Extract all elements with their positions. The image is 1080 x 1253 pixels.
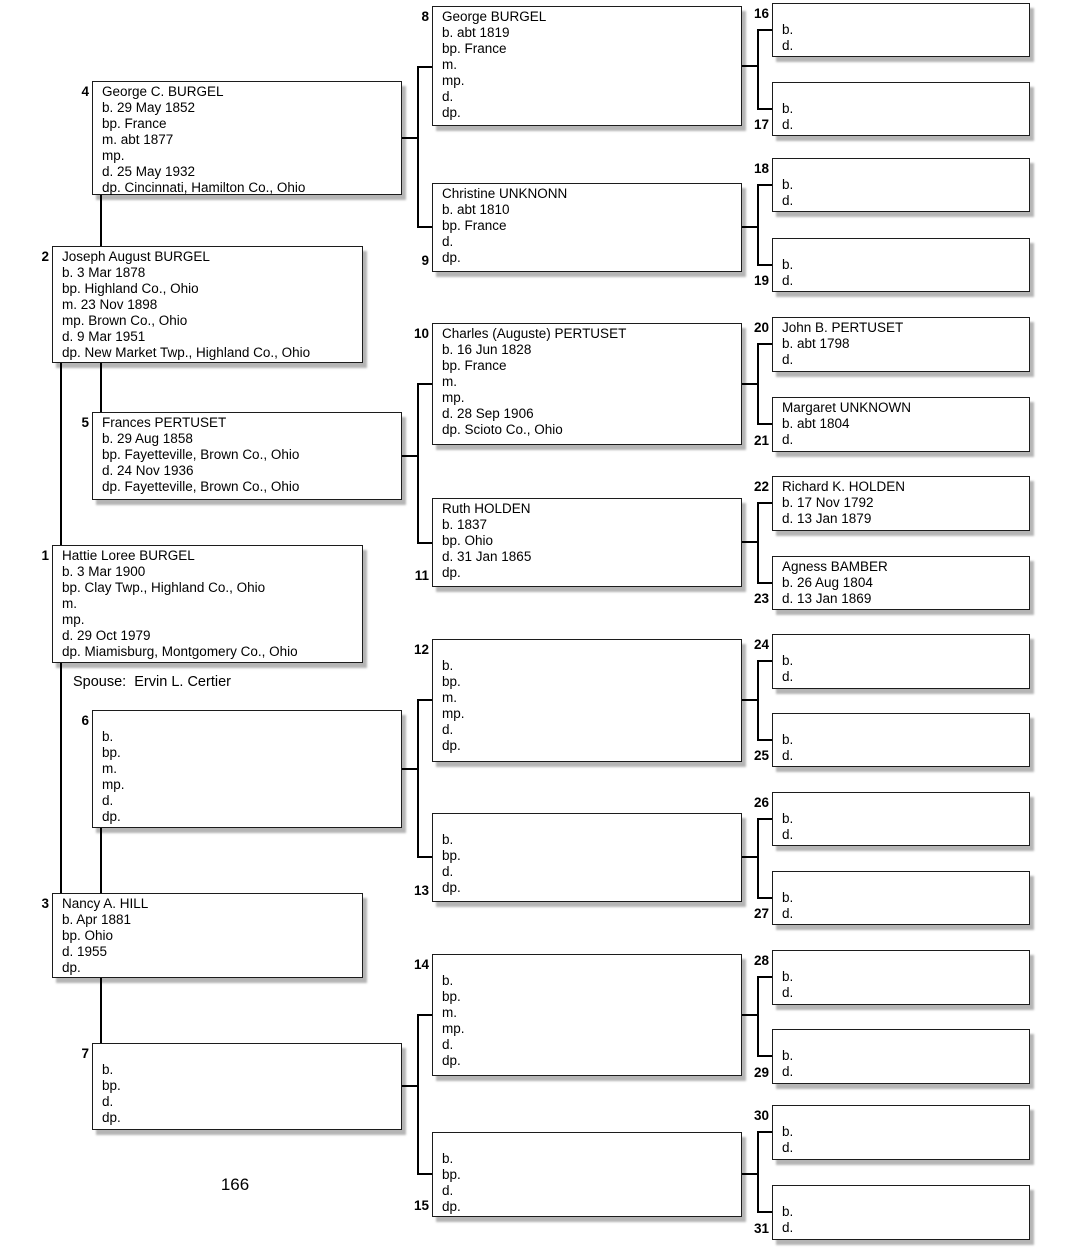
person-detail-line: d. (442, 1037, 454, 1052)
person-number-20: 20 (753, 320, 769, 335)
connector-line (417, 1173, 432, 1175)
person-number-1: 1 (41, 548, 49, 563)
person-box-19 (753, 238, 1030, 292)
person-detail-line: b. 16 Jun 1828 (442, 342, 532, 357)
connector-line (742, 856, 757, 858)
person-detail-line: d. 24 Nov 1936 (102, 463, 194, 478)
person-detail-line: d. (782, 38, 794, 53)
person-box-30 (753, 1105, 1030, 1160)
connector-line (417, 699, 419, 858)
person-detail-line: b. (782, 811, 794, 826)
connector-line (402, 768, 417, 770)
person-detail-line: bp. France (442, 358, 507, 373)
person-detail-line: b. Apr 1881 (62, 912, 132, 927)
person-detail-line: Hattie Loree BURGEL (62, 548, 195, 563)
person-number-28: 28 (753, 953, 769, 968)
person-detail-line: d. 31 Jan 1865 (442, 549, 532, 564)
person-details-31 (773, 1186, 1029, 1236)
person-details-12 (433, 640, 741, 754)
person-detail-line: b. (782, 1048, 794, 1063)
person-detail-line: d. (102, 793, 114, 808)
connector-line (757, 582, 772, 584)
person-box-21 (753, 397, 1030, 452)
person-box-4 (81, 81, 402, 195)
person-detail-line: bp. Clay Twp., Highland Co., Ohio (62, 580, 266, 595)
person-details-8 (433, 7, 741, 121)
person-box-7 (81, 1043, 402, 1130)
person-detail-line: b. 17 Nov 1792 (782, 495, 874, 510)
person-detail-line: b. (442, 973, 454, 988)
person-detail-line (102, 713, 397, 729)
person-detail-line: b. (782, 1124, 794, 1139)
person-detail-line: bp. (442, 1167, 461, 1182)
person-detail-line: b. (782, 257, 794, 272)
connector-line (417, 542, 432, 544)
person-number-23: 23 (753, 591, 769, 606)
person-detail-line: m. abt 1877 (102, 132, 174, 147)
connector-line (742, 699, 757, 701)
person-number-6: 6 (81, 713, 89, 728)
person-box-26 (753, 792, 1030, 846)
person-detail-line: b. (102, 729, 114, 744)
person-box-23 (753, 556, 1030, 610)
person-detail-line: mp. (62, 612, 85, 627)
person-detail-line (782, 161, 1025, 177)
connector-line (757, 976, 759, 1057)
person-number-25: 25 (753, 748, 769, 763)
connector-line (402, 137, 417, 139)
connector-line (417, 383, 419, 544)
person-detail-line: mp. (442, 73, 465, 88)
person-box-11 (414, 498, 742, 587)
person-details-26 (773, 793, 1029, 843)
person-box-22 (753, 476, 1030, 531)
person-details-9 (433, 184, 741, 266)
person-number-11: 11 (414, 568, 429, 583)
person-detail-line: b. (782, 177, 794, 192)
person-number-26: 26 (753, 795, 769, 810)
person-box-9 (421, 183, 742, 272)
connector-line (757, 423, 772, 425)
person-details-30 (773, 1106, 1029, 1156)
person-detail-line: b. (442, 832, 454, 847)
person-box-18 (753, 158, 1030, 212)
connector-line (742, 65, 757, 67)
person-detail-line: b. 26 Aug 1804 (782, 575, 873, 590)
connector-line (60, 663, 62, 893)
person-detail-line: m. (442, 57, 457, 72)
person-detail-line (442, 1135, 737, 1151)
connector-line (757, 818, 759, 899)
person-detail-line (442, 957, 737, 973)
person-detail-line: d. (442, 89, 454, 104)
person-detail-line (782, 241, 1025, 257)
connector-line (757, 184, 772, 186)
person-detail-line (782, 874, 1025, 890)
person-details-28 (773, 951, 1029, 1001)
person-detail-line: bp. Ohio (62, 928, 114, 943)
person-number-27: 27 (753, 906, 769, 921)
connector-line (417, 66, 419, 228)
person-number-17: 17 (753, 117, 769, 132)
person-details-14 (433, 955, 741, 1069)
person-details-4 (93, 82, 401, 196)
person-detail-line: mp. (442, 1021, 465, 1036)
person-number-22: 22 (753, 479, 769, 494)
person-box-6 (81, 710, 402, 828)
person-detail-line: b. 3 Mar 1878 (62, 265, 146, 280)
person-details-2 (53, 247, 362, 361)
person-detail-line: d. (782, 985, 794, 1000)
connector-line (757, 29, 772, 31)
person-detail-line (782, 716, 1025, 732)
person-detail-line: Charles (Auguste) PERTUSET (442, 326, 627, 341)
connector-line (757, 739, 772, 741)
person-detail-line: dp. New Market Twp., Highland Co., Ohio (62, 345, 311, 360)
person-detail-line: d. 25 May 1932 (102, 164, 196, 179)
person-number-2: 2 (41, 249, 49, 264)
person-number-8: 8 (421, 9, 429, 24)
connector-line (757, 502, 759, 584)
person-box-1 (41, 545, 363, 663)
person-detail-line (782, 1188, 1025, 1204)
person-detail-line: d. 13 Jan 1869 (782, 591, 872, 606)
person-details-20 (773, 318, 1029, 368)
person-detail-line: dp. Cincinnati, Hamilton Co., Ohio (102, 180, 306, 195)
person-detail-line: dp. Miamisburg, Montgomery Co., Ohio (62, 644, 298, 659)
person-detail-line: mp. (442, 706, 465, 721)
person-number-14: 14 (413, 957, 429, 972)
person-detail-line: b. (782, 653, 794, 668)
person-detail-line: Margaret UNKNOWN (782, 400, 912, 415)
person-number-3: 3 (41, 896, 49, 911)
person-detail-line: m. (442, 1005, 457, 1020)
person-details-6 (93, 711, 401, 825)
person-detail-line: Agness BAMBER (782, 559, 888, 574)
person-detail-line (782, 85, 1025, 101)
connector-line (757, 660, 772, 662)
person-detail-line: d. (442, 1183, 454, 1198)
person-box-3 (41, 893, 363, 978)
person-details-29 (773, 1030, 1029, 1080)
person-detail-line: dp. (442, 1199, 461, 1214)
person-detail-line: b. (782, 1204, 794, 1219)
person-number-18: 18 (753, 161, 769, 176)
connector-line (757, 660, 759, 741)
person-detail-line: mp. (102, 148, 125, 163)
connector-line (742, 383, 757, 385)
connector-line (417, 66, 432, 68)
person-detail-line: b. 3 Mar 1900 (62, 564, 146, 579)
person-number-30: 30 (753, 1108, 769, 1123)
person-detail-line: mp. (102, 777, 125, 792)
person-detail-line: bp. France (442, 218, 507, 233)
person-box-29 (753, 1029, 1030, 1084)
person-detail-line: Christine UNKNONN (442, 186, 568, 201)
person-detail-line: b. abt 1798 (782, 336, 850, 351)
person-detail-line: d. 1955 (62, 944, 108, 959)
person-details-11 (433, 499, 741, 581)
connector-line (417, 1014, 419, 1175)
person-detail-line: Richard K. HOLDEN (782, 479, 906, 494)
person-detail-line (102, 1046, 397, 1062)
person-detail-line: bp. Highland Co., Ohio (62, 281, 199, 296)
person-detail-line: dp. (442, 565, 461, 580)
connector-line (757, 343, 759, 425)
person-details-5 (93, 413, 401, 495)
person-number-29: 29 (753, 1065, 769, 1080)
connector-line (100, 195, 102, 246)
person-details-1 (53, 546, 362, 660)
person-box-12 (413, 639, 742, 762)
person-detail-line: b. 29 May 1852 (102, 100, 196, 115)
person-number-10: 10 (413, 326, 429, 341)
person-detail-line: bp. (102, 1078, 121, 1093)
person-detail-line: m. (102, 761, 117, 776)
person-detail-line: b. (782, 22, 794, 37)
person-box-24 (753, 634, 1030, 689)
connector-line (757, 502, 772, 504)
person-detail-line: b. (782, 890, 794, 905)
person-number-15: 15 (413, 1198, 429, 1213)
connector-line (757, 264, 772, 266)
person-detail-line: d. (782, 748, 794, 763)
person-detail-line: d. 13 Jan 1879 (782, 511, 872, 526)
person-details-3 (53, 894, 362, 976)
person-detail-line: d. (782, 273, 794, 288)
person-detail-line: b. (782, 969, 794, 984)
person-details-16 (773, 4, 1029, 54)
connector-line (757, 108, 772, 110)
person-detail-line: m. (62, 596, 77, 611)
person-detail-line: dp. (442, 1053, 461, 1068)
person-detail-line: John B. PERTUSET (782, 320, 904, 335)
person-detail-line: b. 29 Aug 1858 (102, 431, 193, 446)
person-detail-line: d. (782, 193, 794, 208)
connector-line (417, 699, 432, 701)
person-detail-line: Frances PERTUSET (102, 415, 227, 430)
person-detail-line (782, 953, 1025, 969)
person-number-4: 4 (81, 84, 89, 99)
person-detail-line: dp. Fayetteville, Brown Co., Ohio (102, 479, 300, 494)
person-details-18 (773, 159, 1029, 209)
person-detail-line: dp. (102, 809, 121, 824)
person-detail-line: bp. France (102, 116, 167, 131)
connector-line (742, 226, 757, 228)
connector-line (757, 29, 759, 110)
connector-line (757, 897, 772, 899)
person-detail-line (782, 637, 1025, 653)
person-detail-line: bp. (102, 745, 121, 760)
person-details-27 (773, 872, 1029, 922)
person-details-17 (773, 83, 1029, 133)
person-detail-line: d. (782, 827, 794, 842)
connector-line (757, 1211, 772, 1213)
person-detail-line: George C. BURGEL (102, 84, 224, 99)
person-detail-line: bp. Fayetteville, Brown Co., Ohio (102, 447, 300, 462)
person-detail-line: b. abt 1810 (442, 202, 510, 217)
connector-line (742, 541, 757, 543)
person-detail-line (442, 642, 737, 658)
person-detail-line: bp. (442, 848, 461, 863)
person-detail-line: d. (102, 1094, 114, 1109)
connector-line (417, 383, 432, 385)
person-detail-line: d. (782, 906, 794, 921)
person-box-28 (753, 950, 1030, 1005)
connector-line (757, 184, 759, 266)
person-detail-line: bp. (442, 989, 461, 1004)
person-detail-line: George BURGEL (442, 9, 547, 24)
person-detail-line: Nancy A. HILL (62, 896, 149, 911)
person-box-15 (413, 1132, 742, 1217)
person-detail-line (782, 6, 1025, 22)
connector-line (417, 226, 432, 228)
person-detail-line: dp. Scioto Co., Ohio (442, 422, 563, 437)
person-detail-line: mp. Brown Co., Ohio (62, 313, 188, 328)
page-number: 166 (220, 1175, 250, 1194)
person-box-20 (753, 317, 1030, 372)
person-details-19 (773, 239, 1029, 289)
connector-line (100, 978, 102, 1043)
person-detail-line: mp. (442, 390, 465, 405)
person-detail-line: d. (442, 722, 454, 737)
person-number-21: 21 (753, 433, 769, 448)
person-detail-line: b. (442, 658, 454, 673)
person-detail-line: Ruth HOLDEN (442, 501, 531, 516)
person-detail-line: b. abt 1819 (442, 25, 510, 40)
person-detail-line (782, 1108, 1025, 1124)
person-box-27 (753, 871, 1030, 925)
connector-line (402, 455, 417, 457)
connector-line (402, 1085, 417, 1087)
connector-line (757, 1131, 759, 1213)
person-box-16 (753, 3, 1030, 57)
person-details-10 (433, 324, 741, 438)
person-number-16: 16 (753, 6, 769, 21)
person-detail-line: b. (782, 732, 794, 747)
person-details-22 (773, 477, 1029, 527)
person-detail-line (782, 795, 1025, 811)
person-detail-line: d. (442, 864, 454, 879)
connector-line (417, 1014, 432, 1016)
person-number-7: 7 (81, 1046, 89, 1061)
person-detail-line: b. abt 1804 (782, 416, 850, 431)
person-detail-line: d. (782, 1064, 794, 1079)
person-details-7 (93, 1044, 401, 1126)
person-detail-line: b. (102, 1062, 114, 1077)
person-detail-line: dp. (442, 738, 461, 753)
connector-line (417, 856, 432, 858)
person-box-17 (753, 82, 1030, 136)
person-detail-line: d. 29 Oct 1979 (62, 628, 151, 643)
connector-line (60, 363, 62, 545)
person-detail-line: d. (782, 669, 794, 684)
person-number-5: 5 (81, 415, 89, 430)
person-details-15 (433, 1133, 741, 1215)
person-number-13: 13 (413, 883, 429, 898)
person-box-31 (753, 1185, 1030, 1240)
person-detail-line: Joseph August BURGEL (62, 249, 210, 264)
person-box-10 (413, 323, 742, 445)
person-detail-line: m. 23 Nov 1898 (62, 297, 158, 312)
person-box-5 (81, 412, 402, 500)
spouse-label: Spouse: Ervin L. Certier (73, 674, 231, 690)
person-number-19: 19 (753, 273, 769, 288)
connector-line (757, 976, 772, 978)
person-detail-line: d. (782, 1140, 794, 1155)
connector-line (742, 1014, 757, 1016)
person-detail-line: bp. (442, 674, 461, 689)
person-box-14 (413, 954, 742, 1076)
person-number-31: 31 (753, 1221, 769, 1236)
person-box-25 (753, 713, 1030, 767)
person-box-13 (413, 813, 742, 902)
person-details-23 (773, 557, 1029, 607)
person-detail-line: dp. (102, 1110, 121, 1125)
person-detail-line: d. (782, 432, 794, 447)
person-number-24: 24 (753, 637, 769, 652)
person-details-24 (773, 635, 1029, 685)
person-detail-line: bp. France (442, 41, 507, 56)
person-details-21 (773, 398, 1029, 448)
person-detail-line (442, 816, 737, 832)
person-detail-line: dp. (442, 250, 461, 265)
connector-line (757, 818, 772, 820)
person-detail-line: m. (442, 690, 457, 705)
connector-line (757, 1055, 772, 1057)
connector-line (100, 828, 102, 893)
person-detail-line: m. (442, 374, 457, 389)
connector-line (742, 1173, 757, 1175)
person-detail-line: d. 9 Mar 1951 (62, 329, 146, 344)
person-detail-line: d. (442, 234, 454, 249)
person-detail-line: dp. (442, 105, 461, 120)
person-detail-line: b. (782, 101, 794, 116)
connector-line (757, 343, 772, 345)
person-number-9: 9 (421, 253, 429, 268)
person-details-13 (433, 814, 741, 896)
person-detail-line: dp. (442, 880, 461, 895)
person-detail-line: b. 1837 (442, 517, 488, 532)
person-detail-line: b. (442, 1151, 454, 1166)
person-detail-line: d. (782, 117, 794, 132)
person-detail-line: d. (782, 352, 794, 367)
connector-line (100, 363, 102, 412)
person-detail-line: d. 28 Sep 1906 (442, 406, 534, 421)
person-box-8 (421, 6, 742, 126)
person-detail-line: d. (782, 1220, 794, 1235)
person-detail-line: bp. Ohio (442, 533, 494, 548)
person-detail-line (782, 1032, 1025, 1048)
person-detail-line: dp. (62, 960, 81, 975)
person-details-25 (773, 714, 1029, 764)
connector-line (757, 1131, 772, 1133)
person-number-12: 12 (413, 642, 429, 657)
person-box-2 (41, 246, 363, 363)
